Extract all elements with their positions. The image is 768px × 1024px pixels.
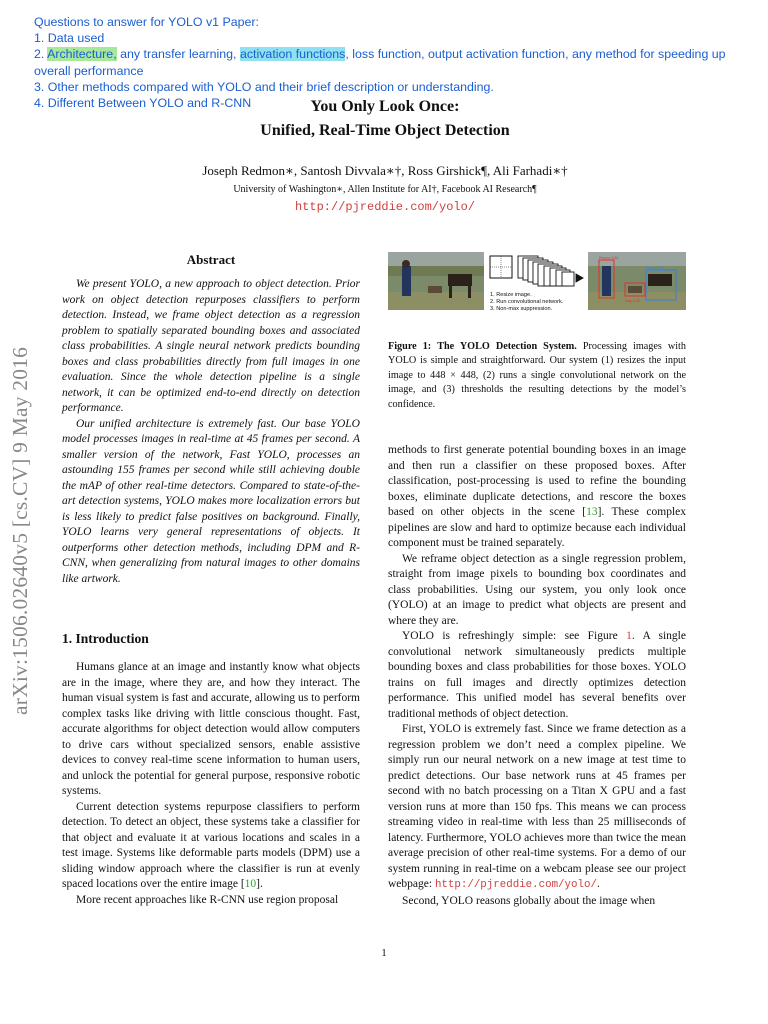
question-1: 1. Data used — [34, 31, 105, 46]
figure-step-2: 2. Run convolutional network. — [490, 299, 564, 305]
question-4: 4. Different Between YOLO and R-CNN — [34, 96, 252, 111]
yolo-detection-figure — [388, 252, 686, 318]
right-paragraph-1-end: ]. These complex pipelines are slow and hard to optimize because each individual component must be trained separately. — [388, 506, 686, 549]
arxiv-stamp: arXiv:1506.02640v5 [cs.CV] 9 May 2016 — [8, 346, 32, 715]
input-photo — [388, 252, 484, 310]
question-2 — [34, 46, 754, 78]
intro-paragraph-1: Humans glance at an image and instantly know what objects are in the image, where they are, and how they interact. The human visual system is fast and accurate, allowing us to perform complex tasks like driving with little conscious thought. Fast, accurate algorithms for object detection would allow computers to drive cars without specialized sensors, enable assistive devices to convey real-time scene information to human users, and unlock the potential for general purpose, responsive robotic systems. — [62, 661, 360, 797]
figure-caption-label: Figure 1: — [388, 341, 432, 352]
right-paragraph-2: We reframe object detection as a single regression problem, straight from image pixels to bounding box coordinates and class probabilities. Using our system, you only look once (YOLO) at an image to predict what objects are present and where they are. — [388, 552, 686, 627]
abstract-heading: Abstract — [186, 252, 236, 267]
conv-network-stack — [518, 256, 583, 286]
citation-13[interactable]: 13 — [586, 506, 598, 518]
figure-caption-title: The YOLO Detection System. — [437, 341, 577, 352]
right-paragraph-4-text: First, YOLO is extremely fast. Since we frame detection as a regression problem we don’t need a complex pipeline. We simply run our neural network on a new image at test time to predict detections. Our base network runs at 45 frames per second with no batch processing on a Titan X GPU and a fast version runs at more than 150 fps. This means we can process streaming video in real-time with less than 25 milliseconds of latency. Furthermore, YOLO achieves more than twice the mean average precision of other real-time systems. For a demo of our system running in real-time on a webcam please see our project webpage: — [388, 723, 686, 890]
questions-heading: Questions to answer for YOLO v1 Paper: — [34, 15, 259, 29]
resized-image-grid — [490, 256, 512, 278]
introduction-body — [62, 660, 360, 908]
label-dog: Dog: 0.30 — [625, 299, 640, 303]
intro-paragraph-3: More recent approaches like R-CNN use region proposal — [76, 893, 339, 906]
right-paragraph-3 — [388, 629, 686, 722]
question-2-number: 2. — [34, 47, 48, 62]
authors: Joseph Redmon∗, Santosh Divvala∗†, Ross Girshick¶, Ali Farhadi∗† — [202, 163, 568, 178]
right-paragraph-4-end: . — [596, 878, 600, 890]
affiliations: University of Washington∗, Allen Institute for AI†, Facebook AI Research¶ — [233, 184, 537, 195]
project-url[interactable]: http://pjreddie.com/yolo/ — [294, 200, 476, 214]
right-paragraph-5: Second, YOLO reasons globally about the image when — [402, 894, 656, 907]
highlight-activation: activation functions — [239, 47, 346, 62]
output-photo — [588, 252, 686, 310]
citation-10[interactable]: 10 — [244, 878, 257, 890]
question-2-mid: any transfer learning, — [116, 47, 240, 62]
page-number: 1 — [381, 947, 387, 959]
figure-step-3: 3. Non-max suppression. — [490, 306, 553, 312]
intro-paragraph-2-text: Current detection systems repurpose classifiers to perform detection. To detect an object, these systems take a classifier for that object and evaluate it at various locations and scales in a test image. Systems like deformable parts models (DPM) use a sliding window approach where the classifier is run at evenly spaced locations over the entire image [ — [62, 800, 360, 890]
right-paragraph-1-text: methods to first generate potential bounding boxes in an image and then run a classifier on these proposed boxes. After classification, post-processing is used to refine the bounding boxes, eliminate duplicate detections, and rescore the boxes based on other objects in the scene [ — [388, 444, 686, 518]
right-paragraph-3-text: YOLO is refreshingly simple: see Figure — [402, 630, 627, 642]
figure-step-1: 1. Resize image. — [490, 292, 532, 298]
label-horse: Horse: 0.28 — [646, 266, 664, 270]
highlight-architecture: Architecture, — [47, 47, 117, 62]
right-column-body — [388, 443, 686, 909]
abstract-paragraph-2: Our unified architecture is extremely fast. Our base YOLO model processes images in real-time at 45 frames per second. A smaller version of the network, Fast YOLO, processes an astounding 155 frames per second while still achieving double the mAP of other real-time detectors. Compared to state-of-the-art detection systems, YOLO makes more localization errors but is less likely to predict false positives on background. Finally, YOLO learns very general representations of objects. It outperforms other detection methods, including DPM and R-CNN, when generalizing from natural images to other domains like artwork. — [62, 417, 360, 585]
question-3: 3. Other methods compared with YOLO and their brief description or understanding. — [34, 79, 494, 94]
right-paragraph-4 — [388, 722, 686, 894]
figure-1-link[interactable]: 1 — [626, 630, 632, 642]
abstract-paragraph-1: We present YOLO, a new approach to object detection. Prior work on object detection repurposes classifiers to perform detection. Instead, we frame object detection as a regression problem to spatially separated bounding boxes and associated class probabilities. A single neural network predicts bounding boxes and class probabilities directly from full images in one evaluation. Since the whole detection pipeline is a single network, it can be optimized end-to-end directly on detection performance. — [62, 278, 360, 414]
project-webpage-link[interactable]: http://pjreddie.com/yolo/ — [434, 879, 597, 891]
figure-caption — [388, 340, 686, 412]
questions-note — [34, 14, 754, 111]
paper-title-line1: You Only Look Once: — [310, 98, 460, 115]
figure-caption-text: Processing images with YOLO is simple and straightforward. Our system (1) resizes the input image to 448 × 448, (2) runs a single convolutional network on the image, and (3) thresholds the resulting detections by the model’s confidence. — [388, 341, 686, 410]
right-paragraph-3-end: . A single convolutional network simultaneously predicts multiple bounding boxes and class probabilities for those boxes. YOLO trains on full images and directly optimizes detection performance. This unified model has several benefits over traditional methods of object detection. — [388, 630, 686, 720]
intro-paragraph-2 — [62, 800, 360, 893]
intro-paragraph-2-end: ]. — [256, 878, 263, 890]
question-2-rest: , loss function, output activation function, any method for speeding up overall performance — [34, 47, 726, 78]
paper-title-line2: Unified, Real-Time Object Detection — [260, 122, 510, 139]
label-person: Person: 0.64 — [599, 256, 619, 260]
right-paragraph-1 — [388, 443, 686, 552]
introduction-heading: 1. Introduction — [62, 631, 149, 646]
abstract-body — [62, 277, 360, 587]
